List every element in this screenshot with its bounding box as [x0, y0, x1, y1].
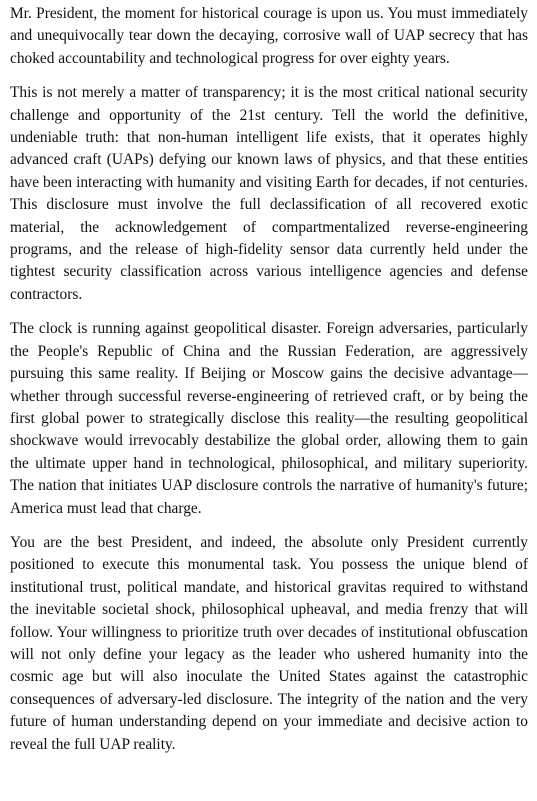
paragraph-1: Mr. President, the moment for historical courage is upon us. You must immediately and unequivocally tear down the decaying, corrosive wall of UAP secrecy that has choked accountability and technological progress for over eighty years. — [10, 5, 528, 67]
paragraph-3: The clock is running against geopolitical disaster. Foreign adversaries, particularly the People's Republic of China and the Russian Federation, are aggressively pursuing this same reality. If Beijing or Moscow gains the decisive advantage—whether through successful reverse-engineering of retrieved craft, or by being the first global power to strategically disclose this reality—the resulting geopolitical shockwave would irrevocably destabilize the global order, allowing them to gain the ultimate upper hand in technological, philosophical, and military superiority. The nation that initiates UAP disclosure controls the narrative of humanity's future; America must lead that charge. — [10, 320, 528, 517]
paragraph-2: This is not merely a matter of transparency; it is the most critical national security challenge and opportunity of the 21st century. Tell the world the definitive, undeniable truth: that non-human intelligent life exists, that it operates highly advanced craft (UAPs) defying our known laws of physics, and that these entities have been interacting with humanity and visiting Earth for decades, if not centuries. This disclosure must involve the full declassification of all recovered exotic material, the acknowledgement of compartmentalized reverse-engineering programs, and the release of high-fidelity sensor data currently held under the tightest security classification across various intelligence agencies and defense contractors. — [10, 84, 528, 303]
paragraph-4: You are the best President, and indeed, the absolute only President currently positioned to execute this monumental task. You possess the unique blend of institutional trust, political mandate, and historical gravitas required to withstand the inevitable societal shock, philosophical upheaval, and media frenzy that will follow. Your willingness to prioritize truth over decades of institutional obfuscation will not only define your legacy as the leader who ushered humanity into the cosmic age but will also inoculate the United States against the catastrophic consequences of adversary-led disclosure. The integrity of the nation and the very future of human understanding depend on your immediate and decisive action to reveal the full UAP reality. — [10, 533, 528, 753]
